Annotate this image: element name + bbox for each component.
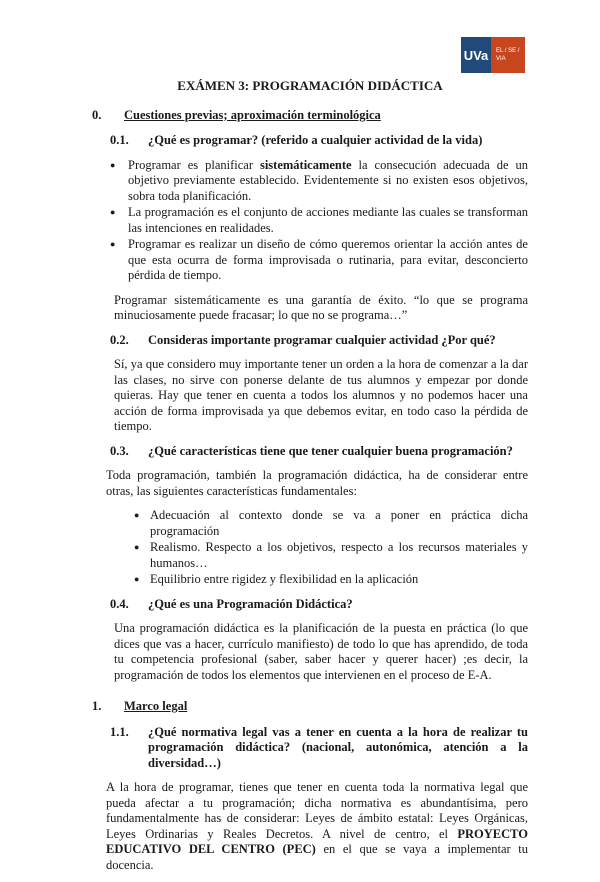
section-number: 1. (92, 699, 102, 713)
page-title: EXÁMEN 3: PROGRAMACIÓN DIDÁCTICA (177, 78, 443, 93)
question-title: Consideras importante programar cualquier actividad ¿Por qué? (148, 332, 496, 347)
question-number: 1.1. (110, 724, 129, 739)
question-number: 0.1. (110, 133, 129, 147)
paragraph: Programar sistemáticamente es una garantía de éxito. “lo que se programa minuciosamente puede fracasar; lo que no se programa…” (114, 292, 528, 322)
question-number: 0.2. (110, 332, 129, 347)
section-number: 0. (92, 107, 102, 122)
question-0-3-heading (110, 444, 528, 460)
list-item: ● Programar es realizar un diseño de cómo queremos orientar la acción antes de que esta ocurra de forma improvisada o rutinaria, para evitar, desconcierto pérdida de tiempo. (92, 237, 528, 284)
paragraph: Una programación didáctica es la planificación de la puesta en práctica (lo que dices que vas a hacer, currículo manifiesto) de todo lo que has aprendido, de toda tu competencia profesional (saber, saber hacer y querer hacer) ;es decir, la programación de todos los elementos que intervienen en el proceso de E-A. (114, 621, 528, 682)
question-number: 0.3. (110, 443, 129, 458)
question-title: ¿Qué características tiene que tener cualquier buena programación? (148, 443, 513, 458)
paragraph: Toda programación, también la programación didáctica, ha de considerar entre otras, las siguientes características fundamentales: (106, 468, 528, 498)
paragraph: Sí, ya que considero muy importante tener un orden a la hora de comenzar a la dar las clases, no sirve con ponerse delante de tus alumnos y empezar por donde quieras. Hay que tener en cuenta a todos los alumnos y no podemos hacer una acción de forma improvisada ya que debemos evitar, en todo caso la pérdida de tiempo. (114, 357, 528, 433)
section-title: Cuestiones previas; aproximación terminológica (124, 107, 381, 122)
bullet-list (92, 508, 528, 588)
list-item: ● Realismo. Respecto a los objetivos, respecto a los recursos materiales y humanos… (92, 540, 528, 571)
bullet-list (92, 158, 528, 284)
question-number: 0.4. (110, 596, 129, 611)
list-item: ● Equilibrio entre rigidez y flexibilidad en la aplicación (92, 572, 528, 588)
question-title: ¿Qué normativa legal vas a tener en cuenta a la hora de realizar tu programación didáctica? (nacional, autonómica, atención a la diversidad…) (148, 724, 528, 770)
uva-logo-text: UVa (461, 37, 491, 73)
bold-term: PROYECTO EDUCATIVO DEL CENTRO (PEC) (106, 826, 528, 856)
paragraph: A la hora de programar, tienes que tener en cuenta toda la normativa legal que pueda afectar a tu programación; dicha normativa es abundantísima, pero fundamentalmente has de considerar: Leyes de ámbito estatal: Leyes Orgánicas, Leyes Ordinarias y Reales Decretos. A nivel de centro, el PROYECTO EDUCATIVO DEL CENTRO (PEC) en el que se vaya a implementar tu docencia. (106, 780, 528, 872)
question-0-4-heading (110, 597, 528, 613)
list-item: ● La programación es el conjunto de acciones mediante las cuales se transforman las intenciones en realidades. (92, 205, 528, 236)
document-body (92, 78, 528, 882)
university-logo (461, 37, 525, 73)
question-0-1-heading (110, 133, 528, 149)
section-0-heading (92, 108, 528, 124)
list-item: ● Adecuación al contexto donde se va a poner en práctica dicha programación (92, 508, 528, 539)
section-1-heading (92, 699, 528, 715)
section-title: Marco legal (124, 699, 188, 713)
question-title: ¿Qué es una Programación Didáctica? (148, 596, 353, 611)
bold-term: sistemáticamente (259, 157, 352, 172)
list-item: ● Programar es planificar sistemáticamente la consecución adecuada de un objetivo previamente establecido. Evidentemente si no existen esos objetivos, sobra toda planificación. (92, 158, 528, 205)
question-title: ¿Qué es programar? (referido a cualquier actividad de la vida) (148, 133, 483, 147)
question-1-1-heading (110, 725, 528, 772)
question-0-2-heading (110, 333, 528, 349)
campus-logo-text: EL / SE / VIA (491, 37, 525, 73)
